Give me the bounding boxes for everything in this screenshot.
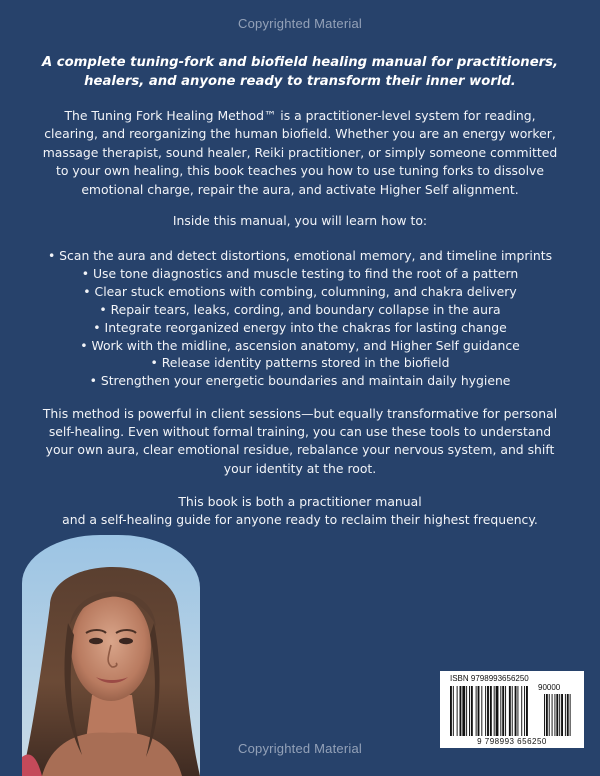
barcode-addon-bar xyxy=(544,694,545,736)
isbn-barcode xyxy=(440,671,584,748)
barcode-bar xyxy=(526,686,528,736)
watermark-top: Copyrighted Material xyxy=(238,16,362,31)
bullet-item: • Integrate reorganized energy into the chakras for lasting change xyxy=(93,319,507,335)
barcode-bar xyxy=(457,686,458,736)
barcode-bar xyxy=(487,686,489,736)
barcode-addon-bar xyxy=(556,694,558,736)
bullet-item: • Strengthen your energetic boundaries and maintain daily hygiene xyxy=(89,373,511,389)
final-statement xyxy=(40,493,560,529)
barcode-bars xyxy=(448,686,576,736)
barcode-bar xyxy=(515,686,517,736)
barcode-bar xyxy=(490,686,492,736)
barcode-number: 9 798993 656250 xyxy=(477,737,547,746)
barcode-addon-bar xyxy=(554,694,555,736)
barcode-addon-bar xyxy=(559,694,560,736)
watermark-bottom: Copyrighted Material xyxy=(238,741,362,756)
final-line-2: and a self-healing guide for anyone ready to reclaim their highest frequency. xyxy=(62,512,538,528)
bullet-item: • Release identity patterns stored in the biofield xyxy=(150,355,450,371)
barcode-bar xyxy=(505,686,506,736)
barcode-bar xyxy=(466,686,467,736)
bullet-item: • Use tone diagnostics and muscle testing to find the root of a pattern xyxy=(81,265,519,281)
barcode-bar xyxy=(485,686,486,736)
barcode-bar xyxy=(471,686,473,736)
closing-paragraph: This method is powerful in client sessions—but equally transformative for personal self-healing. Even without formal training, you can use these tools to understand your own aura, clear emotional residue, rebalance your nervous system, and shift your identity at the root. xyxy=(42,406,558,476)
barcode-addon-bar xyxy=(549,694,550,736)
barcode-addon-bar xyxy=(570,694,571,736)
barcode-bar xyxy=(521,686,522,736)
barcode-bar xyxy=(502,686,504,736)
barcode-bar xyxy=(453,686,454,736)
barcode-bar xyxy=(512,686,513,736)
barcode-addon-bar xyxy=(546,694,548,736)
bullet-item: • Work with the midline, ascension anatomy, and Higher Self guidance xyxy=(80,337,520,353)
final-line-1: This book is both a practitioner manual xyxy=(178,494,422,509)
barcode-bar xyxy=(517,686,518,736)
barcode-bar xyxy=(462,686,465,736)
list-lead-in: Inside this manual, you will learn how to: xyxy=(172,213,428,228)
learning-bullet-list xyxy=(0,247,600,390)
barcode-bar xyxy=(476,686,477,736)
barcode-bar xyxy=(469,686,470,736)
barcode-bar xyxy=(481,686,482,736)
author-photo xyxy=(22,535,200,776)
barcode-bar xyxy=(496,686,499,736)
bullet-item: • Scan the aura and detect distortions, emotional memory, and timeline imprints xyxy=(47,248,553,263)
tagline: A complete tuning-fork and biofield healing manual for practitioners, healers, and anyone ready to transform their inner world. xyxy=(41,55,558,89)
barcode-bar xyxy=(500,686,501,736)
price-code: 90000 xyxy=(538,683,561,692)
barcode-bar xyxy=(478,686,480,736)
bullet-item: • Repair tears, leaks, cording, and boundary collapse in the aura xyxy=(99,301,501,317)
barcode-addon-bar xyxy=(565,694,566,736)
intro-paragraph: The Tuning Fork Healing Method™ is a practitioner-level system for reading, clearing, and reorganizing the human biofield. Whether you are an energy worker, massage therapist, sound healer, Reiki practitioner, or simply someone committed to your own healing, this book teaches you how to use tuning forks to dissolve emotional charge, repair the aura, and activate Higher Self alignment. xyxy=(42,108,558,197)
barcode-addon-bar xyxy=(552,694,553,736)
barcode-addon-bar xyxy=(561,694,563,736)
author-portrait-illustration xyxy=(22,535,200,776)
barcode-bar xyxy=(494,686,495,736)
barcode-bar xyxy=(509,686,511,736)
barcode-bar xyxy=(524,686,525,736)
isbn-label: ISBN 9798993656250 xyxy=(450,674,529,683)
bullet-item: • Clear stuck emotions with combing, columning, and chakra delivery xyxy=(83,283,517,299)
barcode-addon-bar xyxy=(567,694,569,736)
barcode-bar xyxy=(450,686,452,736)
barcode-bar xyxy=(460,686,462,736)
